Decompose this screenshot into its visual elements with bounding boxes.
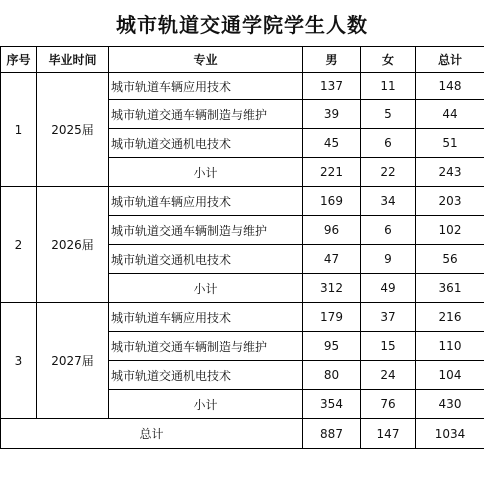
male-count-cell: 169 <box>303 187 361 216</box>
total-count-cell: 216 <box>416 303 484 332</box>
grand-total-label: 总计 <box>1 419 303 449</box>
seq-cell: 2 <box>1 187 37 303</box>
subtotal-label: 小计 <box>109 158 303 187</box>
subtotal-male: 221 <box>303 158 361 187</box>
subtotal-female: 76 <box>361 390 416 419</box>
table-row <box>1 303 484 332</box>
total-count-cell: 51 <box>416 129 484 158</box>
page-title: 城市轨道交通学院学生人数 <box>116 12 368 37</box>
total-count-cell: 148 <box>416 73 484 100</box>
header-major: 专业 <box>109 47 303 73</box>
subtotal-label: 小计 <box>109 274 303 303</box>
male-count-cell: 96 <box>303 216 361 245</box>
major-cell: 城市轨道车辆应用技术 <box>109 187 303 216</box>
subtotal-label: 小计 <box>109 390 303 419</box>
female-count-cell: 24 <box>361 361 416 390</box>
subtotal-total: 361 <box>416 274 484 303</box>
female-count-cell: 11 <box>361 73 416 100</box>
male-count-cell: 95 <box>303 332 361 361</box>
graduation-year-cell: 2025届 <box>37 73 109 187</box>
major-cell: 城市轨道交通车辆制造与维护 <box>109 332 303 361</box>
header-total: 总计 <box>416 47 484 73</box>
female-count-cell: 9 <box>361 245 416 274</box>
header-female: 女 <box>361 47 416 73</box>
female-count-cell: 5 <box>361 100 416 129</box>
total-count-cell: 104 <box>416 361 484 390</box>
grand-total-row <box>1 419 484 449</box>
female-count-cell: 6 <box>361 216 416 245</box>
subtotal-female: 22 <box>361 158 416 187</box>
male-count-cell: 179 <box>303 303 361 332</box>
total-count-cell: 44 <box>416 100 484 129</box>
major-cell: 城市轨道车辆应用技术 <box>109 73 303 100</box>
grand-total-total: 1034 <box>416 419 484 449</box>
graduation-year-cell: 2027届 <box>37 303 109 419</box>
seq-cell: 1 <box>1 73 37 187</box>
header-row <box>1 47 484 73</box>
grand-total-female: 147 <box>361 419 416 449</box>
total-count-cell: 56 <box>416 245 484 274</box>
major-cell: 城市轨道车辆应用技术 <box>109 303 303 332</box>
grand-total-male: 887 <box>303 419 361 449</box>
total-count-cell: 102 <box>416 216 484 245</box>
graduation-year-cell: 2026届 <box>37 187 109 303</box>
female-count-cell: 15 <box>361 332 416 361</box>
total-count-cell: 110 <box>416 332 484 361</box>
student-count-table <box>0 46 484 449</box>
major-cell: 城市轨道交通机电技术 <box>109 129 303 158</box>
subtotal-male: 312 <box>303 274 361 303</box>
female-count-cell: 34 <box>361 187 416 216</box>
header-graduation-year: 毕业时间 <box>37 47 109 73</box>
subtotal-male: 354 <box>303 390 361 419</box>
major-cell: 城市轨道交通机电技术 <box>109 245 303 274</box>
total-count-cell: 203 <box>416 187 484 216</box>
male-count-cell: 80 <box>303 361 361 390</box>
header-male: 男 <box>303 47 361 73</box>
major-cell: 城市轨道交通机电技术 <box>109 361 303 390</box>
male-count-cell: 39 <box>303 100 361 129</box>
male-count-cell: 47 <box>303 245 361 274</box>
major-cell: 城市轨道交通车辆制造与维护 <box>109 100 303 129</box>
subtotal-total: 243 <box>416 158 484 187</box>
male-count-cell: 137 <box>303 73 361 100</box>
subtotal-total: 430 <box>416 390 484 419</box>
male-count-cell: 45 <box>303 129 361 158</box>
subtotal-female: 49 <box>361 274 416 303</box>
seq-cell: 3 <box>1 303 37 419</box>
female-count-cell: 37 <box>361 303 416 332</box>
female-count-cell: 6 <box>361 129 416 158</box>
table-row <box>1 187 484 216</box>
major-cell: 城市轨道交通车辆制造与维护 <box>109 216 303 245</box>
header-seq: 序号 <box>1 47 37 73</box>
table-row <box>1 73 484 100</box>
